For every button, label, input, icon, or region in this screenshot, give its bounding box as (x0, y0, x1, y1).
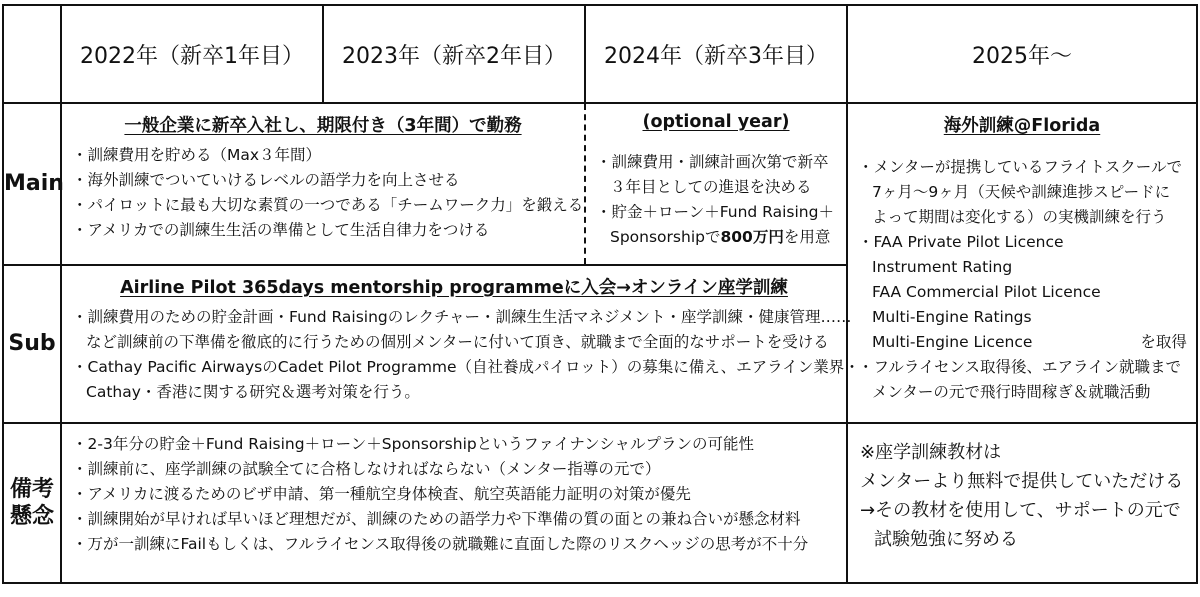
list-item: 7ヶ月～9ヶ月（天候や訓練進捗スピードに (872, 183, 1171, 201)
list-item: ３年目としての進退を決める (610, 178, 812, 196)
concerns-list (62, 424, 846, 557)
row-label-concerns (3, 423, 61, 583)
list-item: ・FAA Private Pilot Licence (858, 233, 1064, 251)
list-item: ・海外訓練でついていけるレベルの語学力を向上させる (72, 171, 460, 189)
list-item: Cathay・香港に関する研究＆選考対策を行う。 (86, 383, 420, 401)
list-item: メンターの元で飛行時間稼ぎ＆就職活動 (872, 383, 1151, 401)
header-corner (3, 5, 61, 103)
note-line: 試験勉強に努める (874, 529, 1018, 550)
list-item: FAA Commercial Pilot Licence (872, 283, 1101, 301)
list-item (858, 330, 1196, 355)
overseas-training-cell (847, 103, 1197, 423)
list-item: ・訓練前に、座学訓練の試験全てに合格しなければならない（メンター指導の元で） (72, 460, 661, 478)
header-row (3, 5, 1197, 103)
main-company-list (62, 143, 584, 243)
list-item: ・訓練費用・訓練計画次第で新卒 (596, 153, 829, 171)
main-optional-list (586, 138, 846, 250)
concerns-cell (61, 423, 847, 583)
list-item: ・訓練費用のための貯金計画・Fund Raisingのレクチャー・訓練生生活マネジメント・座学訓練・健康管理…… (72, 308, 852, 326)
training-plan-table (2, 4, 1198, 584)
concerns-label-line1: 備考 (9, 476, 54, 502)
list-item: ・アメリカでの訓練生生活の準備として生活自律力をつける (72, 221, 490, 239)
list-item: Multi-Engine Ratings (872, 308, 1032, 326)
sub-mentorship-title: Airline Pilot 365days mentorship programmeに入会→オンライン座学訓練 (120, 278, 788, 298)
funding-suffix: を用意 (783, 228, 831, 246)
sub-mentorship-list (62, 305, 860, 405)
main-company-title: 一般企業に新卒入社し、期限付き（3年間）で勤務 (124, 116, 522, 136)
overseas-training-list (848, 143, 1196, 405)
row-label-sub: Sub (3, 265, 61, 423)
note-line: ※座学訓練教材は (860, 442, 1002, 463)
note-line: メンターより無料で提供していただける (860, 471, 1184, 492)
concerns-row (3, 423, 1197, 583)
list-item: ・アメリカに渡るためのビザ申請、第一種航空身体検査、航空英語能力証明の対策が優先 (72, 485, 691, 503)
list-item: ・Cathay Pacific AirwaysのCadet Pilot Programme（自社養成パイロット）の募集に備え、エアライン業界・ (72, 358, 860, 376)
list-item: よって期間は変化する）の実機訓練を行う (872, 208, 1167, 226)
list-item: Instrument Rating (872, 258, 1013, 276)
list-item (596, 225, 846, 250)
header-year-2025: 2025年～ (847, 5, 1197, 103)
list-item: ・フルライセンス取得後、エアライン就職まで (858, 358, 1182, 376)
list-item: ・メンターが提携しているフライトスクールで (858, 158, 1182, 176)
list-item: ・貯金＋ローン＋Fund Raising＋ (596, 203, 834, 221)
sponsorship-text: Sponsorshipで (610, 228, 721, 246)
list-item: ・訓練費用を貯める（Max３年間） (72, 146, 322, 164)
list-item: など訓練前の下準備を徹底的に行うための個別メンターに付いて頂き、就職まで全面的なサポートを受ける (86, 333, 829, 351)
study-material-note (848, 424, 1196, 554)
main-company-cell (61, 103, 585, 265)
concerns-label-line2: 懸念 (9, 504, 54, 529)
header-year-2023: 2023年（新卒2年目） (323, 5, 585, 103)
main-optional-title: (optional year) (642, 112, 790, 132)
header-year-2024: 2024年（新卒3年目） (585, 5, 847, 103)
header-year-2022: 2022年（新卒1年目） (61, 5, 323, 103)
note-line: →その教材を使用して、サポートの元で (860, 500, 1181, 521)
main-row (3, 103, 1197, 265)
funding-amount: 800万円 (720, 228, 784, 246)
acquire-label: を取得 (1140, 333, 1187, 351)
list-item: ・パイロットに最も大切な素質の一つである「チームワーク力」を鍛える (72, 196, 584, 214)
list-item: ・訓練開始が早ければ早いほど理想だが、訓練のための語学力や下準備の質の面との兼ね合いが懸念材料 (72, 510, 801, 528)
multi-engine-licence: Multi-Engine Licence (872, 333, 1033, 351)
sub-mentorship-cell (61, 265, 860, 423)
main-optional-cell (585, 103, 847, 265)
overseas-training-title: 海外訓練@Florida (943, 116, 1101, 136)
list-item: ・2-3年分の貯金＋Fund Raising＋ローン＋Sponsorshipというファイナンシャルプランの可能性 (72, 435, 754, 453)
row-label-main: Main (3, 103, 61, 265)
list-item: ・万が一訓練にFailもしくは、フルライセンス取得後の就職難に直面した際のリスクヘッジの思考が不十分 (72, 535, 809, 553)
study-material-note-cell (847, 423, 1197, 583)
